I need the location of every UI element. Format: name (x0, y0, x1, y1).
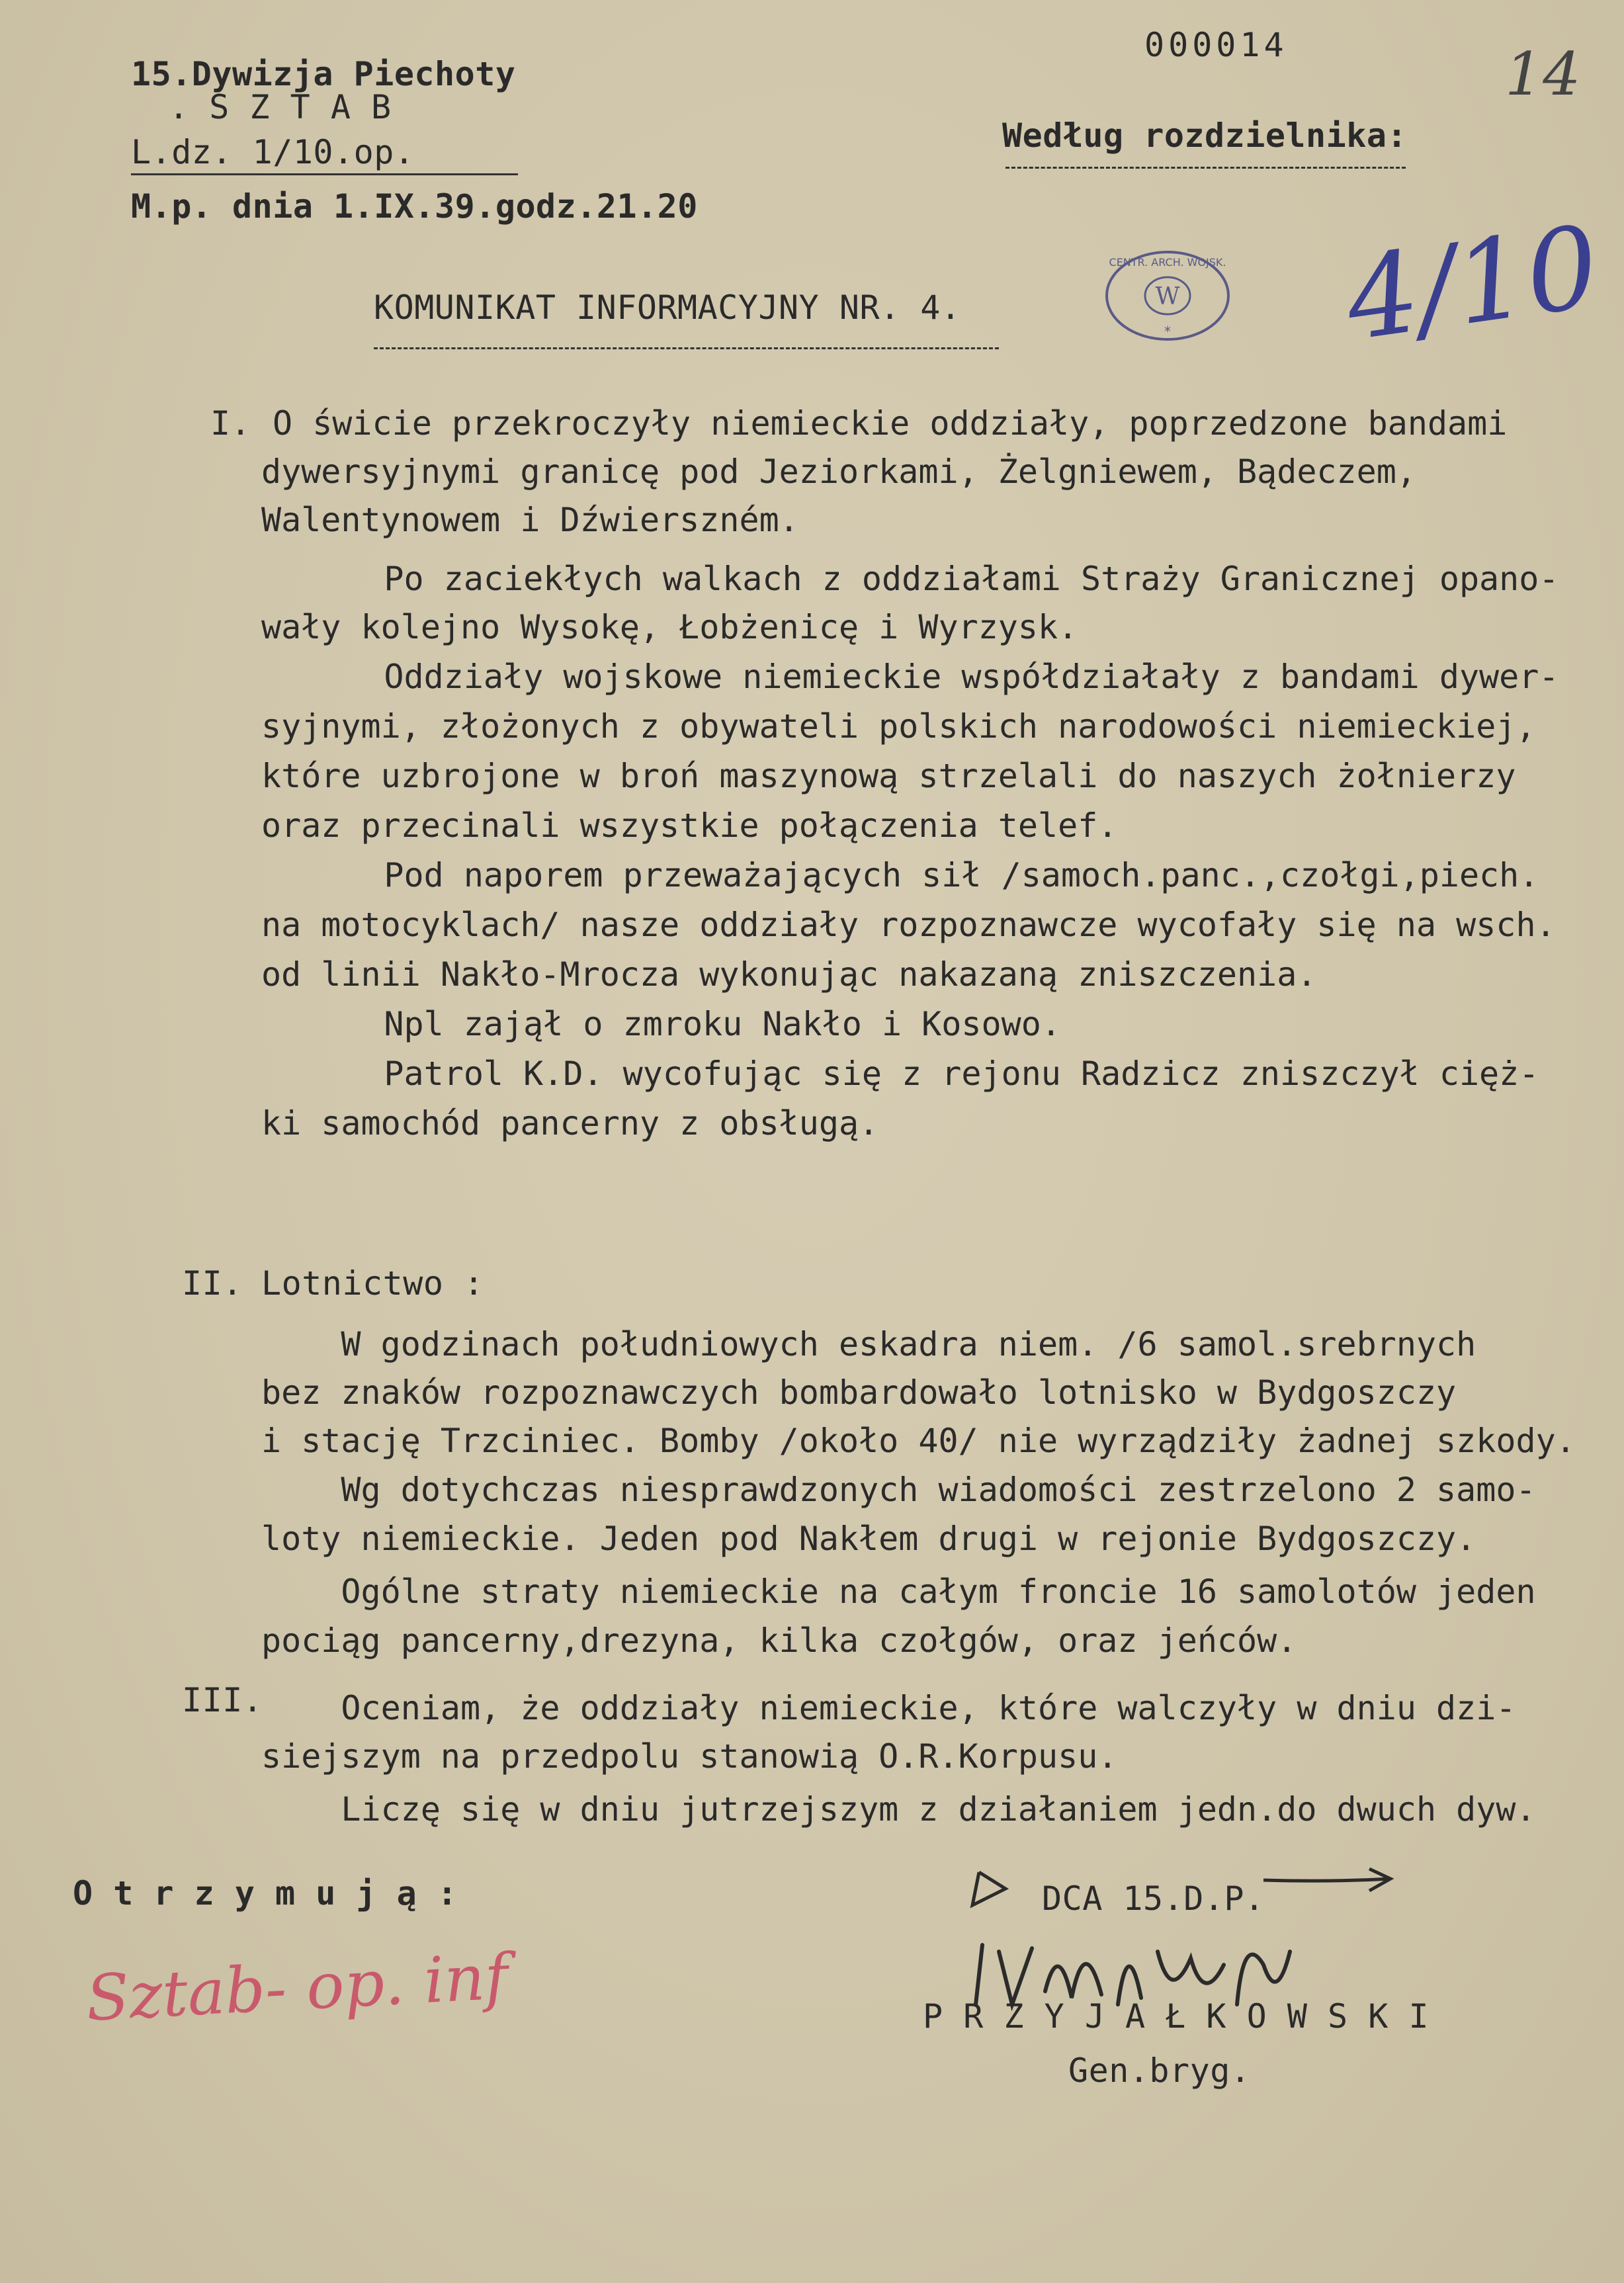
reference-number: L.dz. 1/10.op. (131, 133, 415, 171)
section-3-number: III. (182, 1681, 263, 1719)
signatory-name: P R Z Y J A Ł K O W S K I (923, 1997, 1430, 2036)
section-2-number: II. (182, 1264, 243, 1303)
section-1-line: Walentynowem i Dźwierszném. (261, 501, 799, 539)
section-1-line: dywersyjnymi granicę pod Jeziorkami, Żelgniewem, Bądeczem, (261, 452, 1416, 491)
section-2-line: i stację Trzciniec. Bomby /około 40/ nie wyrządziły żadnej szkody. (261, 1422, 1576, 1460)
section-1-line: Npl zajął o zmroku Nakło i Kosowo. (304, 1005, 1061, 1043)
signature-line: DCA 15.D.P. (1042, 1879, 1265, 1918)
archive-serial: 000014 (1144, 26, 1288, 64)
folio-number: 14 (1505, 40, 1581, 109)
section-1-line: oraz przecinali wszystkie połączenia telef. (261, 806, 1118, 845)
section-1-line: O świcie przekroczyły niemieckie oddziały, poprzedzone bandami (273, 404, 1508, 443)
section-1-line: Patrol K.D. wycofując się z rejonu Radzicz zniszczył cięż- (304, 1055, 1539, 1093)
section-3-line: siejszym na przedpolu stanowią O.R.Korpusu. (261, 1737, 1118, 1776)
section-1-number: I. (210, 404, 251, 443)
blue-registry-mark: 4/10 (1338, 201, 1607, 366)
recipients-handwritten: Sztab- op. inf (84, 1940, 510, 2036)
svg-text:W: W (1155, 283, 1180, 310)
addressee: Według rozdzielnika: (1002, 116, 1408, 155)
signatory-rank: Gen.bryg. (1068, 2051, 1251, 2090)
section-2-line: loty niemieckie. Jeden pod Nakłem drugi w rejonie Bydgoszczy. (261, 1520, 1476, 1558)
section-2-line: bez znaków rozpoznawczych bombardowało lotnisko w Bydgoszczy (261, 1373, 1457, 1412)
place-date: M.p. dnia 1.IX.39.godz.21.20 (131, 187, 698, 226)
section-1-line: Pod naporem przeważających sił /samoch.panc.,czołgi,piech. (304, 856, 1539, 894)
title-underline (374, 347, 999, 349)
reference-underline (131, 173, 518, 175)
section-2-heading: Lotnictwo : (261, 1264, 484, 1303)
section-1-line: na motocyklach/ nasze oddziały rozpoznawcze wycofały się na wsch. (261, 906, 1556, 944)
svg-text:*: * (1164, 323, 1171, 339)
section-2-line: pociąg pancerny,drezyna, kilka czołgów, oraz jeńców. (261, 1621, 1297, 1660)
addressee-underline (1005, 167, 1406, 169)
staff-label: . S Z T A B (169, 88, 392, 126)
section-2-line: Ogólne straty niemieckie na całym froncie 16 samolotów jeden (261, 1572, 1536, 1611)
section-1-line: syjnymi, złożonych z obywateli polskich narodowości niemieckiej, (261, 707, 1536, 746)
section-2-line: Wg dotychczas niesprawdzonych wiadomości zestrzelono 2 samo- (261, 1471, 1536, 1509)
section-1-line: od linii Nakło-Mrocza wykonując nakazaną zniszczenia. (261, 955, 1317, 994)
section-1-line: wały kolejno Wysokę, Łobżenicę i Wyrzysk. (261, 608, 1078, 646)
section-1-line: które uzbrojone w broń maszynową strzelali do naszych żołnierzy (261, 757, 1516, 795)
document-title: KOMUNIKAT INFORMACYJNY NR. 4. (374, 288, 961, 327)
stamp-text: CENTR. ARCH. WOJSK. (1109, 256, 1226, 269)
section-1-line: Po zaciekłych walkach z oddziałami Straży Granicznej opano- (304, 560, 1559, 598)
section-3-line: Liczę się w dniu jutrzejszym z działaniem jedn.do dwuch dyw. (261, 1790, 1536, 1829)
archive-stamp (1101, 246, 1234, 345)
section-2-line: W godzinach południowych eskadra niem. /6 samol.srebrnych (261, 1325, 1476, 1363)
section-1-line: Oddziały wojskowe niemieckie współdziałały z bandami dywer- (304, 658, 1559, 696)
section-3-line: Oceniam, że oddziały niemieckie, które walczyły w dniu dzi- (261, 1689, 1516, 1727)
unit-name: 15.Dywizja Piechoty (131, 55, 516, 93)
recipients-label: O t r z y m u j ą : (73, 1874, 458, 1913)
section-1-line: ki samochód pancerny z obsługą. (261, 1104, 879, 1142)
